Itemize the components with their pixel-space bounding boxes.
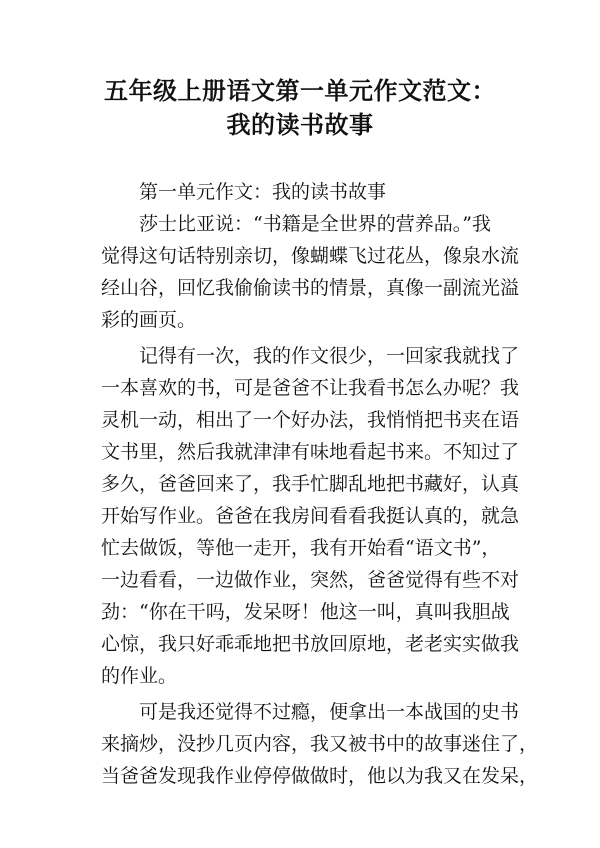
paragraph-line: 来摘炒，没抄几页内容，我又被书中的故事迷住了，: [101, 733, 539, 755]
paragraph-line: 心惊，我只好乖乖地把书放回原地，老老实实做我: [101, 633, 520, 655]
paragraph-line: 文书里，然后我就津津有味地看起书来。不知过了: [101, 441, 520, 463]
paragraph-line: 忙去做饭，等他一走开，我有开始看“语文书”，: [101, 537, 501, 559]
paragraph-line: 多久，爸爸回来了，我手忙脚乱地把书藏好，认真: [101, 473, 520, 495]
paragraph-1: [101, 208, 520, 336]
paragraph-2: [101, 340, 520, 692]
paragraph-line: 劲：“你在干吗，发呆呀！他这一叫，真叫我胆战: [101, 601, 510, 623]
paragraph-line: 一边看看，一边做作业，突然，爸爸觉得有些不对: [101, 569, 520, 591]
title-line-1: 五年级上册语文第一单元作文范文：: [104, 77, 496, 105]
subtitle-paragraph: [101, 176, 501, 208]
paragraph-line: 莎士比亚说：“书籍是全世界的营养品。”我: [139, 213, 491, 235]
paragraph-line: 灵机一动，相出了一个好办法，我悄悄把书夹在语: [101, 409, 520, 431]
paragraph-line: 当爸爸发现我作业停停做做时，他以为我又在发呆，: [101, 765, 539, 787]
paragraph-3: [101, 696, 539, 792]
paragraph-line: 记得有一次，我的作文很少，一回家我就找了: [139, 345, 520, 367]
document-title: [0, 74, 600, 142]
paragraph-line: 开始写作业。爸爸在我房间看看我挺认真的，就急: [101, 505, 520, 527]
paragraph-line: 的作业。: [101, 665, 178, 687]
subtitle: 第一单元作文：我的读书故事: [139, 181, 387, 203]
paragraph-line: 觉得这句话特别亲切，像蝴蝶飞过花丛，像泉水流: [101, 245, 520, 267]
title-line-2: 我的读书故事: [226, 111, 374, 139]
document-body: [101, 176, 539, 796]
paragraph-line: 可是我还觉得不过瘾，便拿出一本战国的史书: [139, 701, 520, 723]
paragraph-line: 一本喜欢的书，可是爸爸不让我看书怎么办呢？我: [101, 377, 520, 399]
paragraph-line: 经山谷，回忆我偷偷读书的情景，真像一副流光溢: [101, 277, 520, 299]
paragraph-line: 彩的画页。: [101, 309, 197, 331]
